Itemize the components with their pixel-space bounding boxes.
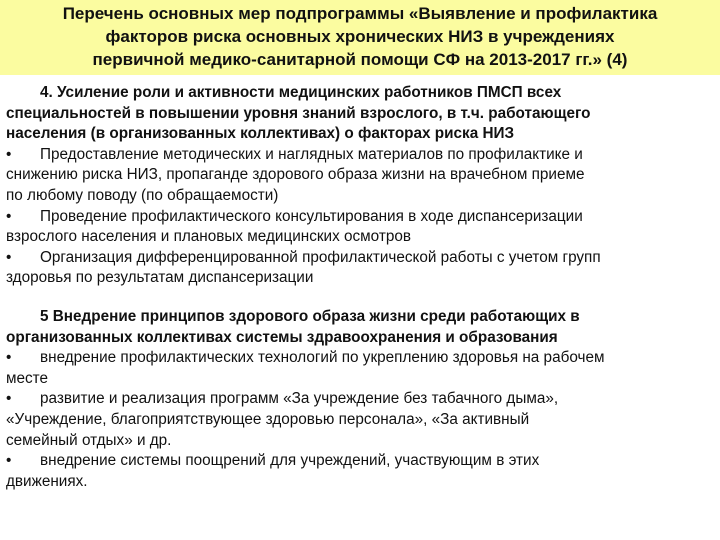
section-4 xyxy=(6,83,716,289)
list-item xyxy=(6,248,716,289)
bullet-line: месте xyxy=(6,369,49,387)
list-item xyxy=(6,389,716,451)
heading-line: 4. Усиление роли и активности медицинских работников ПМСП всех xyxy=(40,84,562,101)
slide-body xyxy=(6,83,716,492)
bullet-line: семейный отдых» и др. xyxy=(6,431,172,449)
bullet-line: внедрение системы поощрений для учреждений, участвующим в этих xyxy=(40,452,540,470)
section-heading xyxy=(6,83,716,145)
heading-line: специальностей в повышении уровня знаний взрослого, в т.ч. работающего xyxy=(6,104,591,122)
bullet-line: движениях. xyxy=(6,472,88,490)
bullet-marker: • xyxy=(6,145,12,163)
bullet-marker: • xyxy=(6,390,12,408)
heading-line: населения (в организованных коллективах) о факторах риска НИЗ xyxy=(6,125,515,143)
bullet-line: здоровья по результатам диспансеризации xyxy=(6,269,314,287)
bullet-marker: • xyxy=(6,248,12,266)
bullet-marker: • xyxy=(6,207,12,225)
section-5 xyxy=(6,307,716,492)
bullet-line: взрослого населения и плановых медицинских осмотров xyxy=(6,228,411,246)
bullet-line: развитие и реализация программ «За учреждение без табачного дыма», xyxy=(40,390,559,408)
bullet-line: внедрение профилактических технологий по укреплению здоровья на рабочем xyxy=(40,349,605,367)
bullet-marker: • xyxy=(6,349,12,367)
heading-line: организованных коллективах системы здравоохранения и образования xyxy=(6,328,558,346)
slide-title xyxy=(0,0,720,75)
heading-line: 5 Внедрение принципов здорового образа жизни среди работающих в xyxy=(40,307,580,325)
title-line: факторов риска основных хронических НИЗ в учреждениях xyxy=(105,27,615,46)
bullet-line: Организация дифференцированной профилактической работы с учетом групп xyxy=(40,248,601,266)
list-item xyxy=(6,145,716,207)
list-item xyxy=(6,348,716,389)
list-item xyxy=(6,451,716,492)
section-heading xyxy=(6,307,716,348)
bullet-line: Предоставление методических и наглядных материалов по профилактике и xyxy=(40,145,583,163)
bullet-marker: • xyxy=(6,452,12,470)
bullet-line: «Учреждение, благоприятствующее здоровью персонала», «За активный xyxy=(6,410,530,428)
title-line: первичной медико-санитарной помощи СФ на 2013-2017 гг.» (4) xyxy=(92,50,628,69)
title-line: Перечень основных мер подпрограммы «Выявление и профилактика xyxy=(62,4,658,23)
bullet-line: Проведение профилактического консультирования в ходе диспансеризации xyxy=(40,207,583,225)
bullet-line: по любому поводу (по обращаемости) xyxy=(6,186,279,204)
list-item xyxy=(6,207,716,248)
bullet-line: снижению риска НИЗ, пропаганде здорового образа жизни на врачебном приеме xyxy=(6,166,585,184)
